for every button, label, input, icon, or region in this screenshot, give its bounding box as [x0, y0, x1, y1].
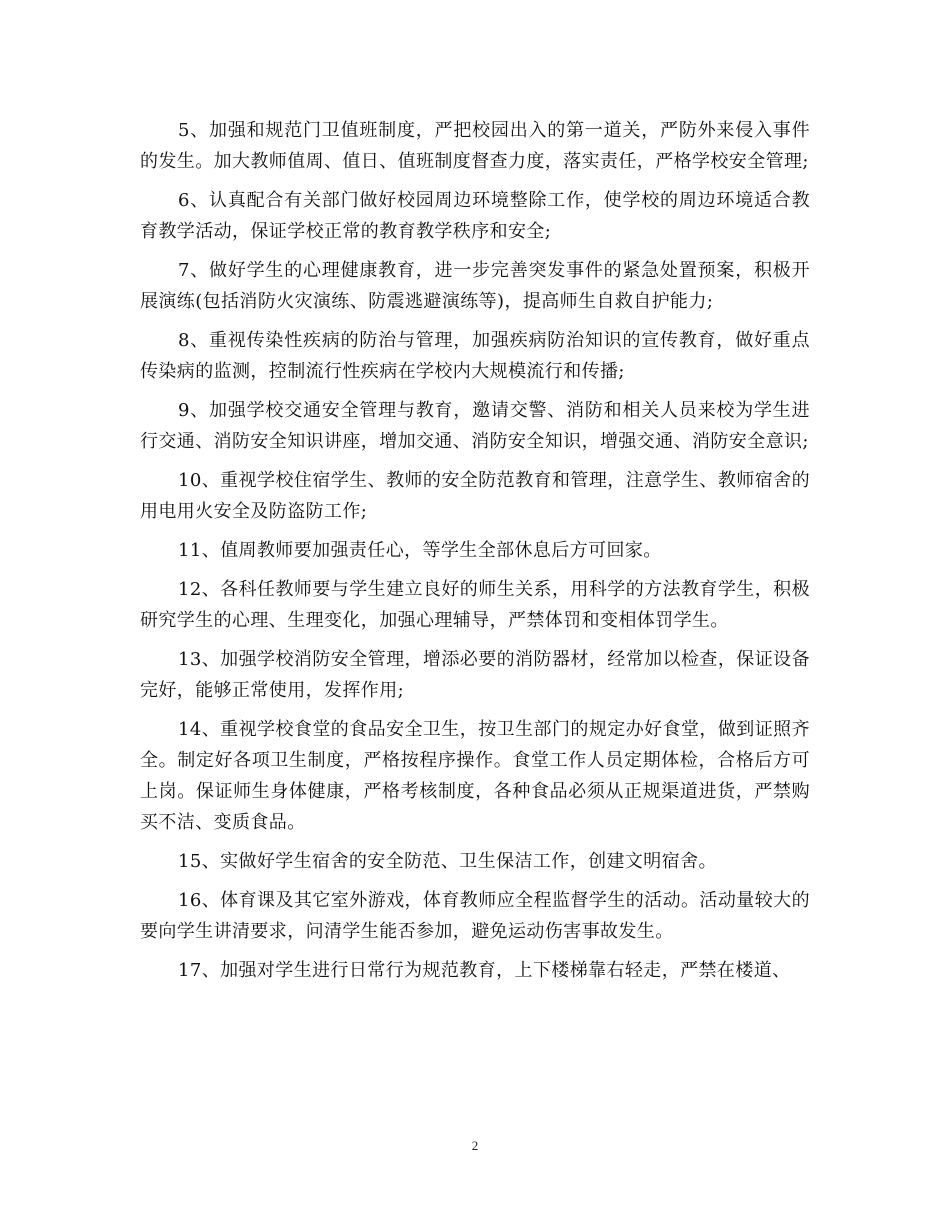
paragraph-item-5: 5、加强和规范门卫值班制度，严把校园出入的第一道关，严防外来侵入事件的发生。加大教师值周、值日、值班制度督查力度，落实责任，严格学校安全管理;	[140, 120, 810, 172]
paragraph-item-10: 10、重视学校住宿学生、教师的安全防范教育和管理，注意学生、教师宿舍的用电用火安全及防盗防工作;	[140, 470, 810, 522]
paragraph-item-7: 7、做好学生的心理健康教育，进一步完善突发事件的紧急处置预案，积极开展演练(包括消防火灾演练、防震逃避演练等)，提高师生自救自护能力;	[140, 260, 810, 312]
paragraph-item-12: 12、各科任教师要与学生建立良好的师生关系，用科学的方法教育学生，积极研究学生的心理、生理变化，加强心理辅导，严禁体罚和变相体罚学生。	[140, 579, 810, 631]
paragraph-item-8: 8、重视传染性疾病的防治与管理，加强疾病防治知识的宣传教育，做好重点传染病的监测，控制流行性疾病在学校内大规模流行和传播;	[140, 330, 810, 382]
paragraph-item-11: 11、值周教师要加强责任心，等学生全部休息后方可回家。	[178, 540, 662, 561]
page-number: 2	[471, 1138, 479, 1153]
paragraph-item-16: 16、体育课及其它室外游戏，体育教师应全程监督学生的活动。活动量较大的要向学生讲清要求，问清学生能否参加，避免运动伤害事故发生。	[140, 890, 810, 942]
paragraph-item-14: 14、重视学校食堂的食品安全卫生，按卫生部门的规定办好食堂，做到证照齐全。制定好各项卫生制度，严格按程序操作。食堂工作人员定期体检，合格后方可上岗。保证师生身体健康，严格考核制度，各种食品必须从正规渠道进货，严禁购买不洁、变质食品。	[140, 719, 810, 833]
paragraph-item-6: 6、认真配合有关部门做好校园周边环境整除工作，使学校的周边环境适合教育教学活动，保证学校正常的教育教学秩序和安全;	[140, 190, 810, 242]
paragraph-item-13: 13、加强学校消防安全管理，增添必要的消防器材，经常加以检查，保证设备完好，能够正常使用，发挥作用;	[140, 649, 810, 701]
document-body	[140, 115, 810, 994]
paragraph-item-15: 15、实做好学生宿舍的安全防范、卫生保洁工作，创建文明宿舍。	[178, 851, 717, 872]
paragraph-item-9: 9、加强学校交通安全管理与教育，邀请交警、消防和相关人员来校为学生进行交通、消防安全知识讲座，增加交通、消防安全知识，增强交通、消防安全意识;	[140, 400, 810, 452]
paragraph-item-17: 17、加强对学生进行日常行为规范教育，上下楼梯靠右轻走，严禁在楼道、	[178, 960, 791, 981]
